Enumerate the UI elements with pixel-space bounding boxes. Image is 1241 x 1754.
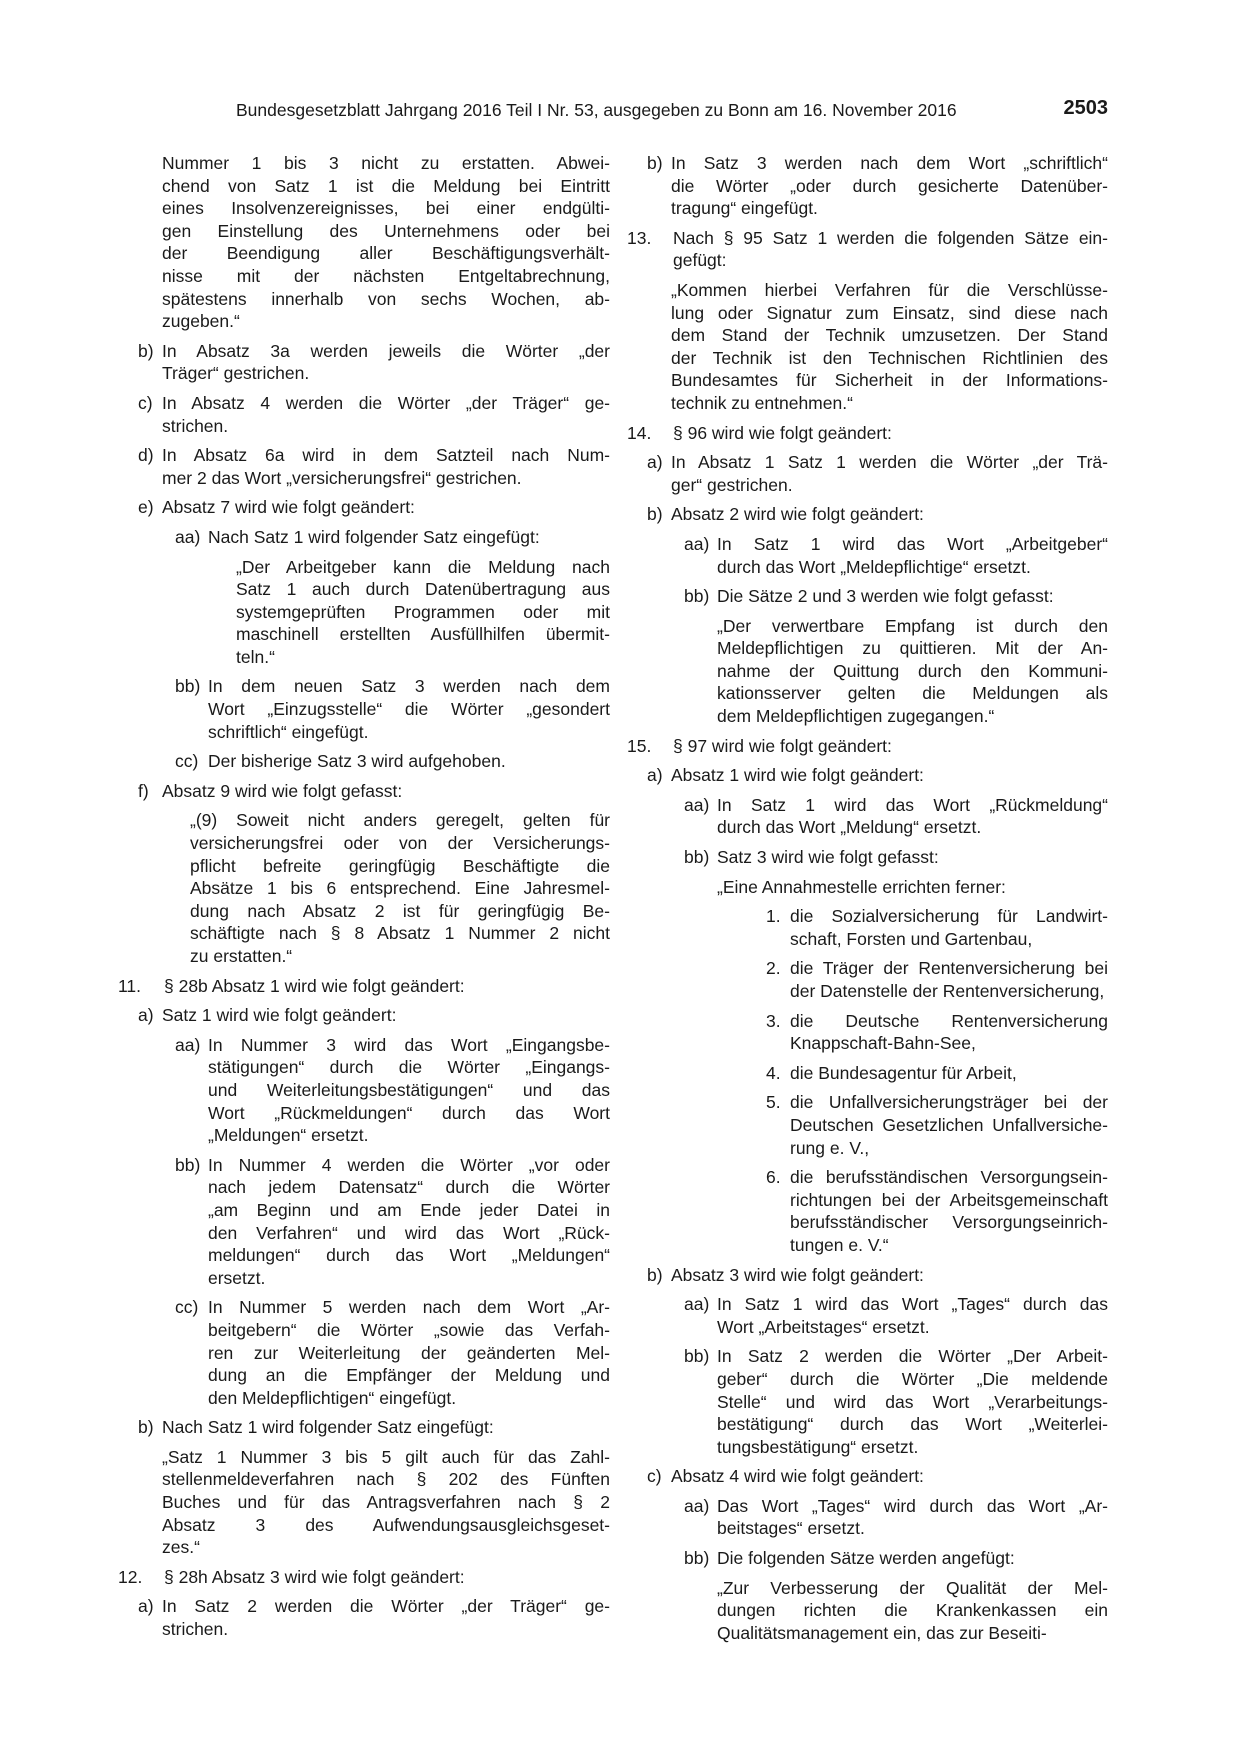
text-line: und Weiterleitungsbestätigungen“ und das bbox=[208, 1079, 610, 1100]
item-15 bbox=[627, 735, 1108, 758]
text-line: Der bisherige Satz 3 wird aufgehoben. bbox=[208, 751, 506, 772]
text-line: Buches und für das Antragsverfahren nach § 2 bbox=[162, 1492, 610, 1513]
text-line: Absatz 7 wird wie folgt geändert: bbox=[162, 497, 415, 518]
text-line: In Satz 2 werden die Wörter „Der Arbeit- bbox=[717, 1346, 1108, 1367]
page-number: 2503 bbox=[1063, 97, 1108, 119]
text-line: Absatz 4 wird wie folgt geändert: bbox=[671, 1466, 924, 1487]
text-line: Deutschen Gesetzlichen Unfallversiche- bbox=[790, 1114, 1108, 1135]
text-line: Absatz 3 wird wie folgt geändert: bbox=[671, 1264, 924, 1285]
text-line: ersetzt. bbox=[208, 1267, 266, 1288]
quote-block bbox=[236, 556, 610, 669]
item-marker: aa) bbox=[175, 1034, 201, 1055]
item-marker: a) bbox=[647, 452, 663, 473]
text-line: zugeben.“ bbox=[162, 311, 240, 332]
item-marker: b) bbox=[647, 504, 663, 525]
text-line: beitgebern“ die Wörter „sowie das Verfah- bbox=[208, 1319, 610, 1340]
item-d bbox=[138, 444, 610, 489]
item-12-a bbox=[138, 1595, 610, 1640]
text-line: In Nummer 5 werden nach dem Wort „Ar- bbox=[208, 1297, 610, 1318]
text-line: § 96 wird wie folgt geändert: bbox=[673, 422, 892, 443]
text-line: In Satz 1 wird das Wort „Rückmeldung“ bbox=[717, 794, 1108, 815]
item-marker: bb) bbox=[175, 676, 201, 697]
item-e-bb bbox=[175, 675, 610, 743]
text-line: Die Sätze 2 und 3 werden wie folgt gefasst: bbox=[717, 586, 1054, 607]
text-line: dem Meldepflichtigen zugegangen.“ bbox=[717, 706, 995, 727]
text-line: In Absatz 6a wird in dem Satzteil nach Num- bbox=[162, 445, 610, 466]
text-line: Absatz 9 wird wie folgt gefasst: bbox=[162, 780, 403, 801]
text-line: pflicht befreite geringfügig Beschäftigte die bbox=[190, 855, 610, 876]
text-line: technik zu entnehmen.“ bbox=[671, 392, 853, 413]
text-line: Wort „Einzugsstelle“ die Wörter „gesondert bbox=[208, 699, 610, 720]
text-line: versicherungsfrei oder von der Versicherungs- bbox=[190, 833, 610, 854]
text-line: berufsständischer Versorgungseinrich- bbox=[790, 1212, 1108, 1233]
item-15-a-aa bbox=[684, 794, 1108, 839]
item-marker: f) bbox=[138, 780, 149, 801]
text-line: kationsserver gelten die Meldungen als bbox=[717, 683, 1108, 704]
text-line: durch das Wort „Meldepflichtige“ ersetzt. bbox=[717, 556, 1031, 577]
gazette-title: Bundesgesetzblatt Jahrgang 2016 Teil I Nr. 53, ausgegeben zu Bonn am 16. November 2016 bbox=[236, 100, 957, 120]
item-marker: aa) bbox=[684, 1294, 710, 1315]
text-line: strichen. bbox=[162, 1619, 229, 1640]
text-line: Absatz 2 wird wie folgt geändert: bbox=[671, 504, 924, 525]
text-line: lung oder Signatur zum Einsatz, sind diese nach bbox=[671, 302, 1108, 323]
item-number: 13. bbox=[627, 227, 652, 248]
text-line: richtungen bei der Arbeitsgemeinschaft bbox=[790, 1189, 1108, 1210]
text-line: Nach Satz 1 wird folgender Satz eingefügt: bbox=[208, 526, 540, 547]
item-marker: b) bbox=[647, 1264, 663, 1285]
text-line: „Der verwertbare Empfang ist durch den bbox=[717, 615, 1108, 636]
text-line: Absatz 1 wird wie folgt geändert: bbox=[671, 765, 924, 786]
quote-block bbox=[671, 279, 1108, 415]
text-line: nach jedem Datensatz“ durch die Wörter bbox=[208, 1177, 610, 1198]
text-line: durch das Wort „Meldung“ ersetzt. bbox=[717, 817, 982, 838]
quote-block bbox=[162, 1446, 610, 1559]
list-item-number: 1. bbox=[766, 906, 781, 927]
text-line: „Eine Annahmestelle errichten ferner: bbox=[717, 876, 1006, 897]
text-line: schaft, Forsten und Gartenbau, bbox=[790, 928, 1033, 949]
text-line: rung e. V., bbox=[790, 1137, 870, 1158]
text-line: die Wörter „oder durch gesicherte Datenüber- bbox=[671, 175, 1108, 196]
item-14-a bbox=[647, 451, 1108, 496]
item-marker: c) bbox=[647, 1466, 662, 1487]
quote-block bbox=[717, 876, 1108, 899]
text-line: systemgeprüften Programmen oder mit bbox=[236, 601, 610, 622]
text-line: geber“ durch die Wörter „Die meldende bbox=[717, 1368, 1108, 1389]
text-line: stellenmeldeverfahren nach § 202 des Fünften bbox=[162, 1469, 610, 1490]
text-line: gefügt: bbox=[673, 250, 727, 271]
item-11-a-aa bbox=[175, 1034, 610, 1147]
text-line: Meldepflichtigen zu quittieren. Mit der An- bbox=[717, 638, 1108, 659]
text-line: die Sozialversicherung für Landwirt- bbox=[790, 906, 1108, 927]
text-line: der Beendigung aller Beschäftigungsverhält- bbox=[162, 243, 610, 264]
text-line: § 28h Absatz 3 wird wie folgt geändert: bbox=[164, 1566, 465, 1587]
text-line: „Zur Verbesserung der Qualität der Mel- bbox=[717, 1577, 1108, 1598]
text-line: Wort „Rückmeldungen“ durch das Wort bbox=[208, 1102, 610, 1123]
item-15-c-bb bbox=[684, 1547, 1108, 1570]
text-line: die Träger der Rentenversicherung bei bbox=[790, 958, 1108, 979]
text-line: In Nummer 3 wird das Wort „Eingangsbe- bbox=[208, 1034, 610, 1055]
item-marker: b) bbox=[138, 340, 154, 361]
list-item bbox=[766, 1010, 1108, 1055]
text-line: bestätigung“ durch das Wort „Weiterlei- bbox=[717, 1414, 1108, 1435]
text-line: strichen. bbox=[162, 415, 229, 436]
item-marker: cc) bbox=[175, 1297, 199, 1318]
item-14-b-bb bbox=[684, 585, 1108, 608]
text-line: In Satz 1 wird das Wort „Arbeitgeber“ bbox=[717, 533, 1108, 554]
item-c bbox=[138, 392, 610, 437]
list-item bbox=[766, 957, 1108, 1002]
item-marker: aa) bbox=[684, 1495, 710, 1516]
text-line: Bundesamtes für Sicherheit in der Informations- bbox=[671, 370, 1108, 391]
item-15-b bbox=[647, 1264, 1108, 1287]
list-item-number: 3. bbox=[766, 1010, 781, 1031]
list-item bbox=[766, 905, 1108, 950]
item-marker: a) bbox=[647, 765, 663, 786]
page-header bbox=[236, 97, 1108, 126]
text-line: zu erstatten.“ bbox=[190, 946, 293, 966]
item-marker: bb) bbox=[684, 586, 710, 607]
item-marker: e) bbox=[138, 497, 154, 518]
text-line: maschinell erstellten Ausfüllhilfen übermit- bbox=[236, 624, 610, 645]
right-column bbox=[627, 152, 1108, 1651]
item-15-b-bb bbox=[684, 1345, 1108, 1458]
item-11-a bbox=[138, 1004, 610, 1027]
text-line: Das Wort „Tages“ wird durch das Wort „Ar- bbox=[717, 1495, 1108, 1516]
text-line: tungen e. V.“ bbox=[790, 1234, 889, 1255]
item-number: 15. bbox=[627, 735, 652, 756]
item-14 bbox=[627, 422, 1108, 445]
text-line: Knappschaft-Bahn-See, bbox=[790, 1033, 976, 1054]
text-line: nahme der Quittung durch den Kommuni- bbox=[717, 660, 1108, 681]
text-line: nisse mit der nächsten Entgeltabrechnung, bbox=[162, 265, 610, 286]
item-13 bbox=[627, 227, 1108, 272]
item-marker: b) bbox=[647, 153, 663, 173]
item-e bbox=[138, 496, 610, 519]
item-marker: a) bbox=[138, 1005, 154, 1026]
text-line: gen Einstellung des Unternehmens oder bei bbox=[162, 220, 610, 241]
item-14-b bbox=[647, 503, 1108, 526]
quote-block bbox=[717, 615, 1108, 728]
text-line: „Der Arbeitgeber kann die Meldung nach bbox=[236, 556, 610, 577]
text-line: die berufsständischen Versorgungsein- bbox=[790, 1167, 1108, 1188]
item-number: 11. bbox=[118, 975, 142, 996]
text-line: den Meldepflichtigen“ eingefügt. bbox=[208, 1387, 457, 1408]
text-line: eines Insolvenzereignisses, bei einer endgülti- bbox=[162, 198, 610, 219]
item-marker: bb) bbox=[684, 847, 710, 868]
text-line: „(9) Soweit nicht anders geregelt, gelten für bbox=[190, 810, 610, 831]
item-e-aa bbox=[175, 526, 610, 549]
item-12 bbox=[118, 1566, 610, 1589]
text-line: die Deutsche Rentenversicherung bbox=[790, 1010, 1108, 1031]
text-line: „am Beginn und am Ende jeder Datei in bbox=[208, 1199, 610, 1220]
item-15-c bbox=[647, 1465, 1108, 1488]
text-line: Absätze 1 bis 6 entsprechend. Eine Jahresmel- bbox=[190, 878, 610, 899]
item-marker: aa) bbox=[684, 794, 710, 815]
item-11-a-bb bbox=[175, 1154, 610, 1290]
text-line: In Nummer 4 werden die Wörter „vor oder bbox=[208, 1154, 610, 1175]
item-11-b bbox=[138, 1416, 610, 1439]
item-15-a-bb bbox=[684, 846, 1108, 869]
text-line: Nummer 1 bis 3 nicht zu erstatten. Abwei- bbox=[162, 153, 610, 173]
item-marker: aa) bbox=[175, 526, 201, 547]
item-number: 12. bbox=[118, 1566, 143, 1587]
list-item bbox=[766, 1062, 1108, 1085]
item-marker: d) bbox=[138, 445, 154, 466]
text-line: Nach Satz 1 wird folgender Satz eingefügt: bbox=[162, 1417, 494, 1438]
item-marker: aa) bbox=[684, 533, 710, 554]
text-line: beitstages“ ersetzt. bbox=[717, 1518, 865, 1539]
item-marker: c) bbox=[138, 392, 153, 413]
item-e-cc bbox=[175, 750, 610, 773]
item-15-b-aa bbox=[684, 1293, 1108, 1338]
item-11 bbox=[118, 975, 610, 998]
list-item-number: 5. bbox=[766, 1092, 781, 1113]
text-line: stätigungen“ durch die Wörter „Eingangs- bbox=[208, 1057, 610, 1078]
list-item bbox=[766, 1166, 1108, 1256]
text-line: § 28b Absatz 1 wird wie folgt geändert: bbox=[164, 975, 465, 996]
item-marker: bb) bbox=[175, 1154, 201, 1175]
item-marker: cc) bbox=[175, 751, 199, 772]
item-marker: bb) bbox=[684, 1346, 710, 1367]
item-f bbox=[138, 780, 610, 803]
text-line: dem Stand der Technik umzusetzen. Der Stand bbox=[671, 325, 1108, 346]
item-marker: bb) bbox=[684, 1548, 710, 1569]
text-line: tragung“ eingefügt. bbox=[671, 198, 818, 219]
text-line: „Meldungen“ ersetzt. bbox=[208, 1125, 369, 1146]
text-line: mer 2 das Wort „versicherungsfrei“ gestrichen. bbox=[162, 467, 522, 488]
text-line: teln.“ bbox=[236, 646, 275, 667]
list-item-number: 2. bbox=[766, 958, 781, 979]
text-line: schäftigte nach § 8 Absatz 1 Nummer 2 nicht bbox=[190, 923, 610, 944]
text-line: ren zur Weiterleitung der geänderten Mel- bbox=[208, 1342, 610, 1363]
text-line: tungsbestätigung“ ersetzt. bbox=[717, 1436, 919, 1457]
list-item bbox=[766, 1091, 1108, 1159]
text-line: In Absatz 4 werden die Wörter „der Träger“ ge- bbox=[162, 392, 610, 413]
text-line: Satz 1 wird wie folgt geändert: bbox=[162, 1005, 397, 1026]
text-line: In dem neuen Satz 3 werden nach dem bbox=[208, 676, 610, 697]
text-line: der Datenstelle der Rentenversicherung, bbox=[790, 981, 1105, 1001]
text-line: die Bundesagentur für Arbeit, bbox=[790, 1062, 1017, 1083]
quote-block bbox=[717, 1577, 1108, 1645]
list-item-number: 6. bbox=[766, 1167, 781, 1188]
item-14-b-aa bbox=[684, 533, 1108, 578]
text-line: dungen richten die Krankenkassen ein bbox=[717, 1600, 1108, 1621]
text-line: Qualitätsmanagement ein, das zur Beseiti- bbox=[717, 1622, 1047, 1643]
text-line: In Satz 2 werden die Wörter „der Träger“ ge- bbox=[162, 1596, 610, 1617]
text-line: schriftlich“ eingefügt. bbox=[208, 721, 369, 742]
text-line: In Absatz 3a werden jeweils die Wörter „der bbox=[162, 340, 610, 361]
text-line: spätestens innerhalb von sechs Wochen, ab- bbox=[162, 288, 610, 309]
text-line: zes.“ bbox=[162, 1537, 200, 1558]
text-line: In Satz 1 wird das Wort „Tages“ durch das bbox=[717, 1294, 1108, 1315]
quote-block bbox=[162, 809, 610, 967]
text-line: Die folgenden Sätze werden angefügt: bbox=[717, 1548, 1015, 1569]
text-line: Stelle“ und wird das Wort „Verarbeitungs- bbox=[717, 1391, 1108, 1412]
item-marker: a) bbox=[138, 1596, 154, 1617]
annahmestelle-list bbox=[627, 905, 1108, 1256]
text-line: In Satz 3 werden nach dem Wort „schriftlich“ bbox=[671, 153, 1108, 173]
text-line: ger“ gestrichen. bbox=[671, 474, 793, 495]
text-line: Träger“ gestrichen. bbox=[162, 363, 310, 384]
text-line: Satz 1 auch durch Datenübertragung aus bbox=[236, 579, 610, 600]
text-line: Nach § 95 Satz 1 werden die folgenden Sätze ein- bbox=[673, 227, 1108, 248]
item-b bbox=[138, 340, 610, 385]
left-column bbox=[118, 152, 610, 1648]
item-12-b bbox=[647, 152, 1108, 220]
text-line: dung an die Empfänger der Meldung und bbox=[208, 1365, 610, 1386]
list-item-number: 4. bbox=[766, 1062, 781, 1083]
item-marker: b) bbox=[138, 1417, 154, 1438]
text-line: „Satz 1 Nummer 3 bis 5 gilt auch für das Zahl- bbox=[162, 1446, 610, 1467]
item-15-c-aa bbox=[684, 1495, 1108, 1540]
text-line: § 97 wird wie folgt geändert: bbox=[673, 735, 892, 756]
text-line: dung nach Absatz 2 ist für geringfügig Be- bbox=[190, 900, 610, 921]
continued-quote bbox=[162, 152, 610, 333]
text-line: den Verfahren“ und wird das Wort „Rück- bbox=[208, 1222, 610, 1243]
item-11-a-cc bbox=[175, 1296, 610, 1409]
text-line: die Unfallversicherungsträger bei der bbox=[790, 1092, 1108, 1113]
item-number: 14. bbox=[627, 422, 652, 443]
text-line: meldungen“ durch das Wort „Meldungen“ bbox=[208, 1245, 610, 1266]
text-line: Satz 3 wird wie folgt gefasst: bbox=[717, 847, 939, 868]
text-line: Wort „Arbeitstages“ ersetzt. bbox=[717, 1316, 930, 1337]
text-line: chend von Satz 1 ist die Meldung bei Eintritt bbox=[162, 175, 610, 196]
text-line: „Kommen hierbei Verfahren für die Verschlüsse- bbox=[671, 279, 1108, 300]
text-line: Absatz 3 des Aufwendungsausgleichsgeset- bbox=[162, 1514, 610, 1535]
text-line: der Technik ist den Technischen Richtlinien des bbox=[671, 347, 1108, 368]
text-line: In Absatz 1 Satz 1 werden die Wörter „der Trä- bbox=[671, 452, 1108, 473]
item-15-a bbox=[647, 764, 1108, 787]
